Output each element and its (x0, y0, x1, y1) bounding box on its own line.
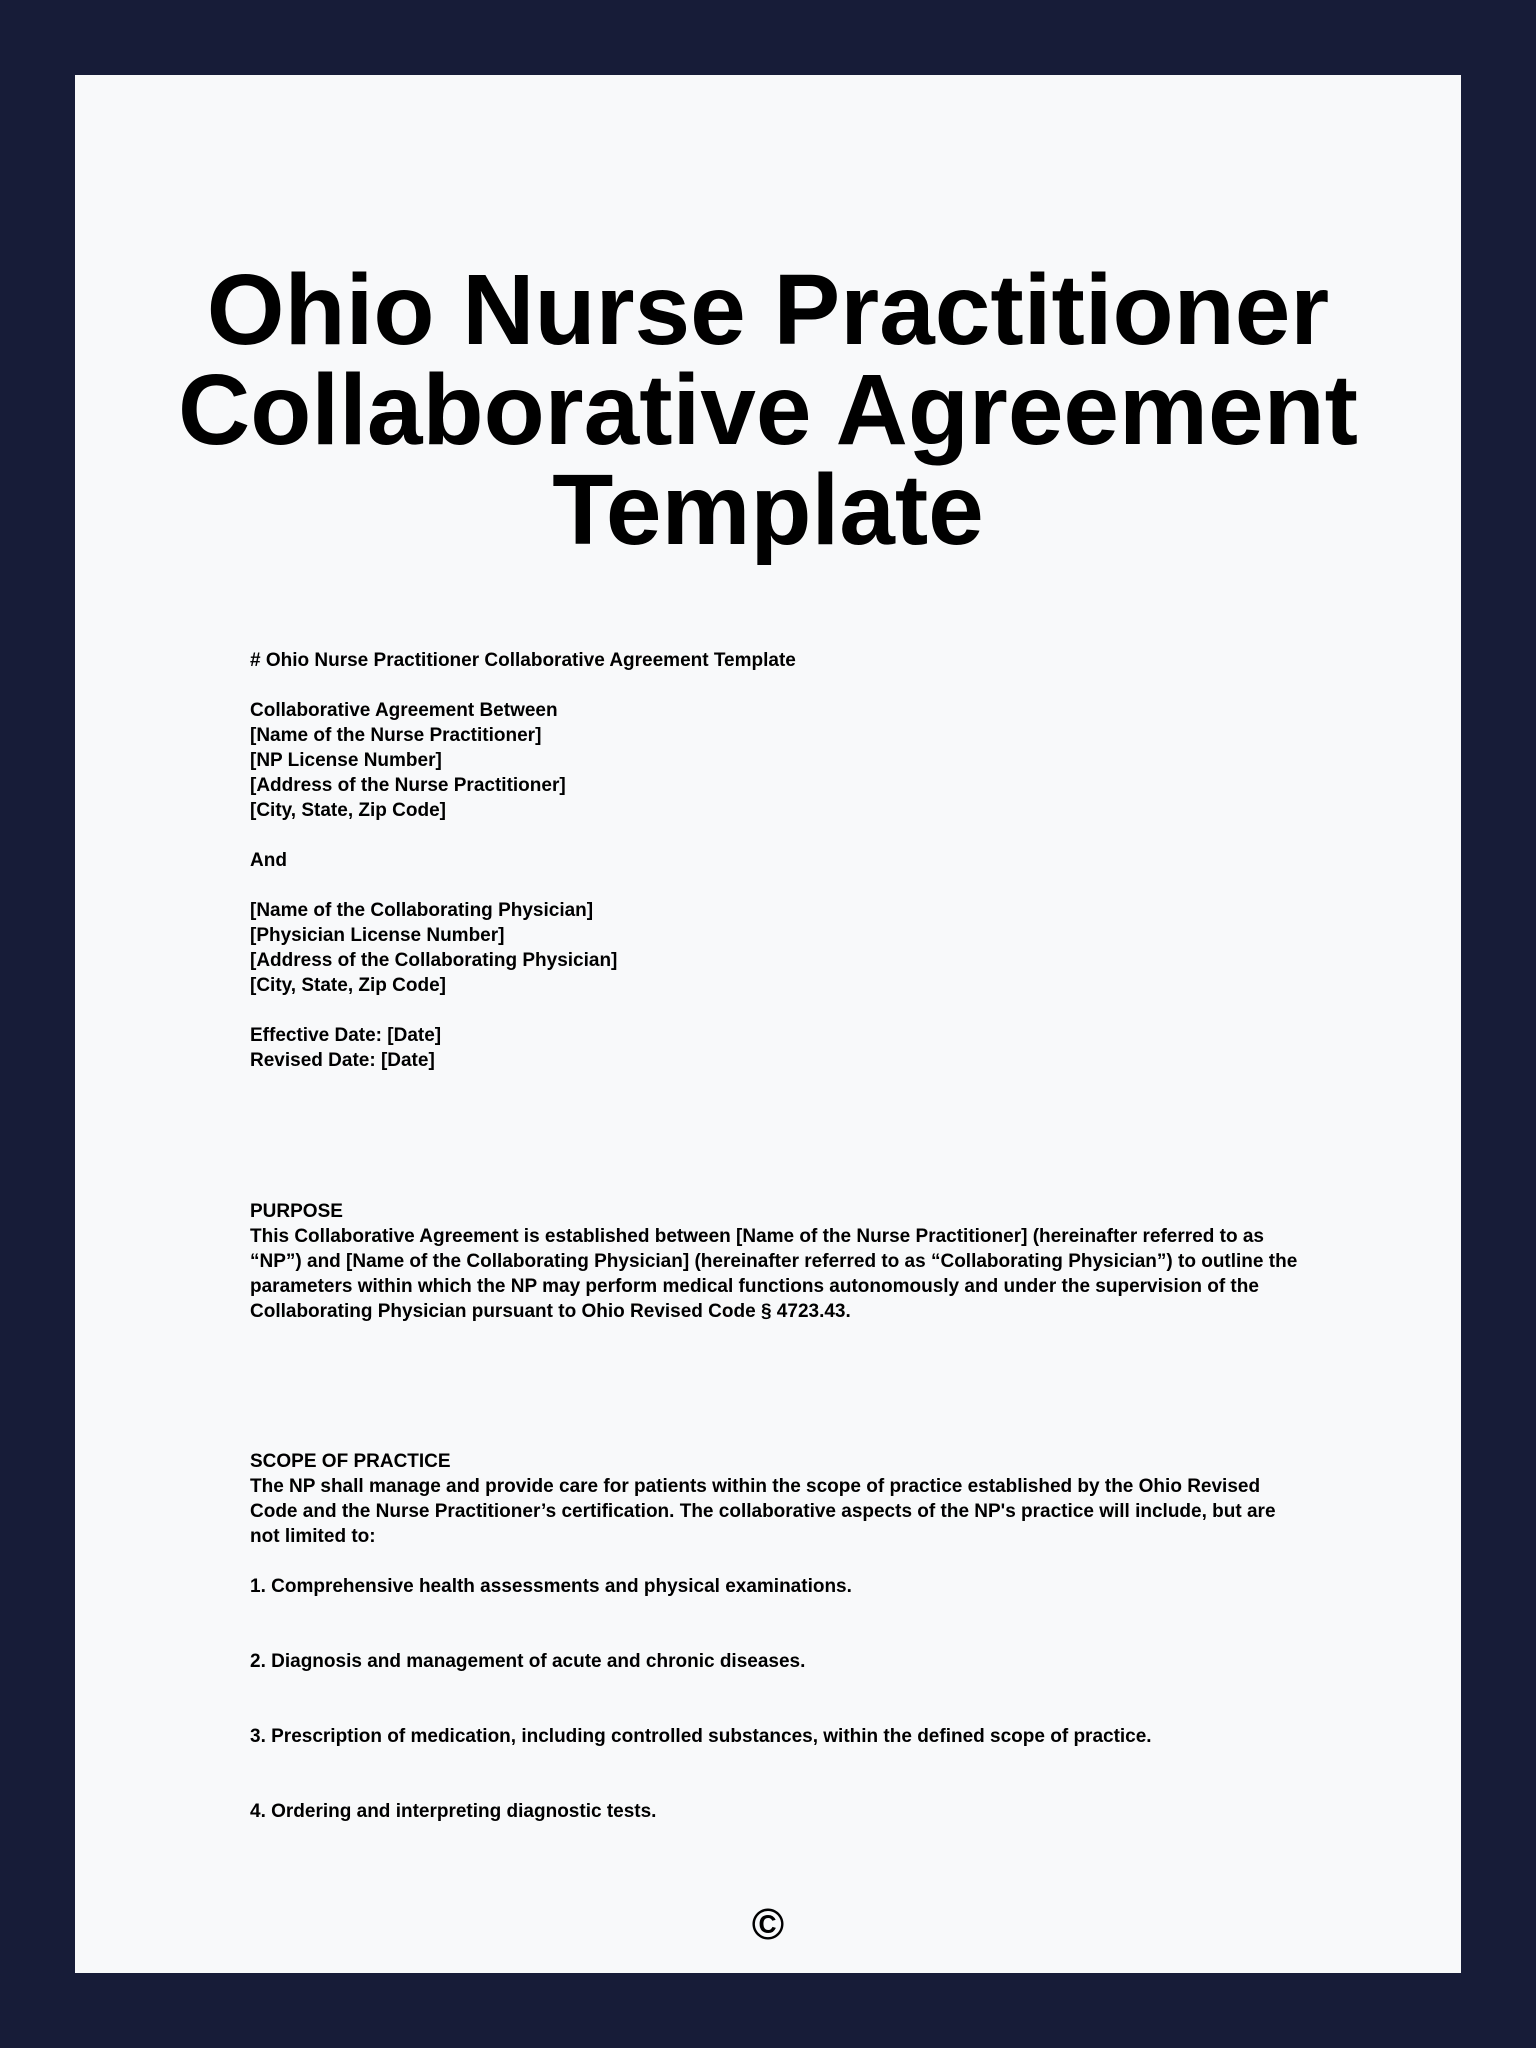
np-city: [City, State, Zip Code] (250, 800, 446, 821)
np-license: [NP License Number] (250, 750, 442, 771)
agreement-between-heading: Collaborative Agreement Between (250, 700, 558, 721)
purpose-heading: PURPOSE (250, 1201, 343, 1222)
purpose-text: This Collaborative Agreement is established between [Name of the Nurse Practitioner] (hereinafter referred to as “NP”) and [Name of the Collaborating Physician] (hereinafter referred to as “Collaborating Physician”) to outline the parameters within which the NP may perform medical functions autonomously and under the supervision of the Collaborating Physician pursuant to Ohio Revised Code § 4723.43. (250, 1226, 1298, 1322)
title-line-1: Ohio Nurse Practitioner (206, 254, 1330, 366)
title-line-3: Template (552, 454, 984, 566)
markdown-heading-line: # Ohio Nurse Practitioner Collaborative Agreement Template (250, 650, 796, 671)
document-title (75, 254, 1461, 566)
np-address: [Address of the Nurse Practitioner] (250, 775, 566, 796)
document-page (75, 75, 1461, 1973)
purpose-section (250, 1199, 1310, 1324)
np-name: [Name of the Nurse Practitioner] (250, 725, 542, 746)
scope-list-item: 4. Ordering and interpreting diagnostic tests. (250, 1801, 657, 1822)
scope-heading: SCOPE OF PRACTICE (250, 1451, 451, 1472)
scope-list-item: 3. Prescription of medication, including controlled substances, within the defined scope of practice. (250, 1726, 1152, 1747)
scope-text: The NP shall manage and provide care for patients within the scope of practice established by the Ohio Revised Code and the Nurse Practitioner’s certification. The collaborative aspects of the NP's practice will include, but are not limited to: (250, 1476, 1276, 1547)
copyright-icon: © (751, 1900, 785, 1949)
physician-address: [Address of the Collaborating Physician] (250, 950, 618, 971)
parties-section (250, 648, 1310, 1073)
revised-date: Revised Date: [Date] (250, 1050, 435, 1071)
title-line-2: Collaborative Agreement (178, 354, 1358, 466)
physician-license: [Physician License Number] (250, 925, 505, 946)
scope-list-item: 2. Diagnosis and management of acute and chronic diseases. (250, 1651, 806, 1672)
physician-name: [Name of the Collaborating Physician] (250, 900, 594, 921)
physician-city: [City, State, Zip Code] (250, 975, 446, 996)
and-label: And (250, 850, 287, 871)
scope-list-item: 1. Comprehensive health assessments and physical examinations. (250, 1576, 852, 1597)
scope-section (250, 1449, 1310, 1824)
effective-date: Effective Date: [Date] (250, 1025, 442, 1046)
